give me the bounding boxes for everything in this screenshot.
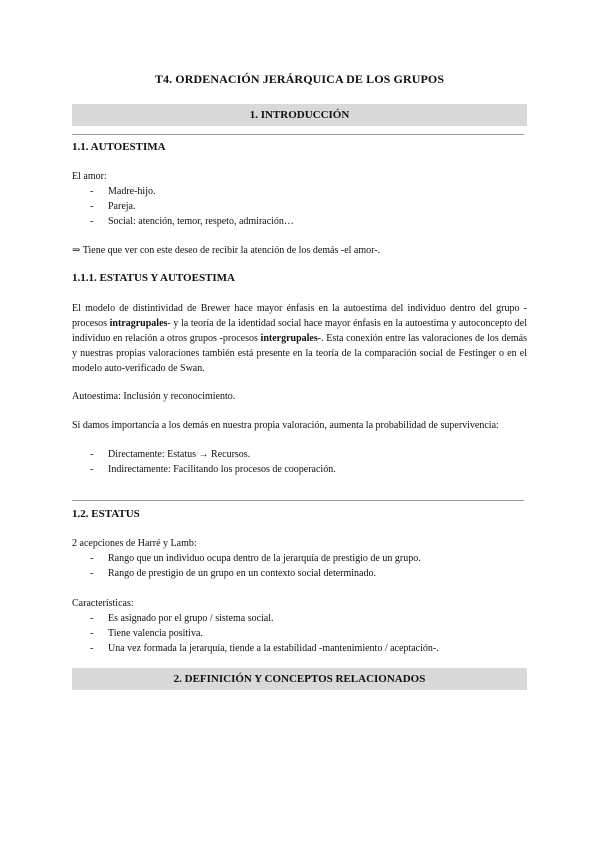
autoestima-line: Autoestima: Inclusión y reconocimiento. (72, 391, 236, 402)
autoestima-list (72, 184, 294, 230)
supervivencia-list (72, 447, 336, 477)
importance-paragraph: Si damos importancia a los demás en nuestra propia valoración, aumenta la probabilidad de supervivencia: (72, 420, 499, 431)
list-item: - Una vez formada la jerarquía, tiende a la estabilidad -mantenimiento / aceptación-. (90, 643, 439, 655)
section-band-definicion: 2. DEFINICIÓN Y CONCEPTOS RELACIONADOS (72, 668, 527, 690)
divider (72, 134, 524, 135)
list-item: - Rango de prestigio de un grupo en un contexto social determinado. (90, 568, 376, 580)
heading-estatus-autoestima: 1.1.1. ESTATUS Y AUTOESTIMA (72, 272, 236, 284)
list-item: - Rango que un individuo ocupa dentro de la jerarquía de prestigio de un grupo. (90, 553, 421, 564)
list-item: - Pareja. (90, 201, 136, 213)
estatus-lead: 2 acepciones de Harré y Lamb: (72, 538, 197, 549)
document-title: T4. ORDENACIÓN JERÁRQUICA DE LOS GRUPOS (154, 72, 445, 86)
list-item: - Madre-hijo. (90, 186, 156, 197)
estatus-autoestima-paragraph: El modelo de distintividad de Brewer hace mayor énfasis en la autoestima del individuo dentro del grupo -procesos intragrupales- y la teoría de la identidad social hace mayor énfasis en la autoestima y autoconcepto del individuo en relación a otros grupos -procesos intergrupales-. Esta conexión entre las valoraciones de los demás y nuestras propias valoraciones también está presente en la teoría de la comparación social de Festinger o en el modelo auto-verificado de Swan. (72, 303, 527, 374)
implies-arrow-icon: ⇒ (72, 245, 81, 256)
caracteristicas-list (72, 611, 439, 657)
caracteristicas-lead: Características: (72, 598, 134, 609)
heading-estatus: 1.2. ESTATUS (72, 508, 140, 520)
list-item: - Directamente: Estatus → Recursos. (90, 449, 251, 460)
list-item: - Es asignado por el grupo / sistema social. (90, 613, 274, 624)
acepciones-list (72, 551, 421, 581)
list-item: - Tiene valencia positiva. (90, 628, 203, 640)
list-item: - Social: atención, temor, respeto, admiración… (90, 216, 294, 228)
autoestima-lead: El amor: (72, 171, 107, 182)
section-band-introduccion: 1. INTRODUCCIÓN (72, 104, 527, 126)
heading-autoestima: 1.1. AUTOESTIMA (72, 141, 166, 153)
list-item: - Indirectamente: Facilitando los procesos de cooperación. (90, 464, 336, 476)
divider (72, 500, 524, 501)
autoestima-note: ⇒ Tiene que ver con este deseo de recibir la atención de los demás -el amor-. (72, 245, 381, 256)
